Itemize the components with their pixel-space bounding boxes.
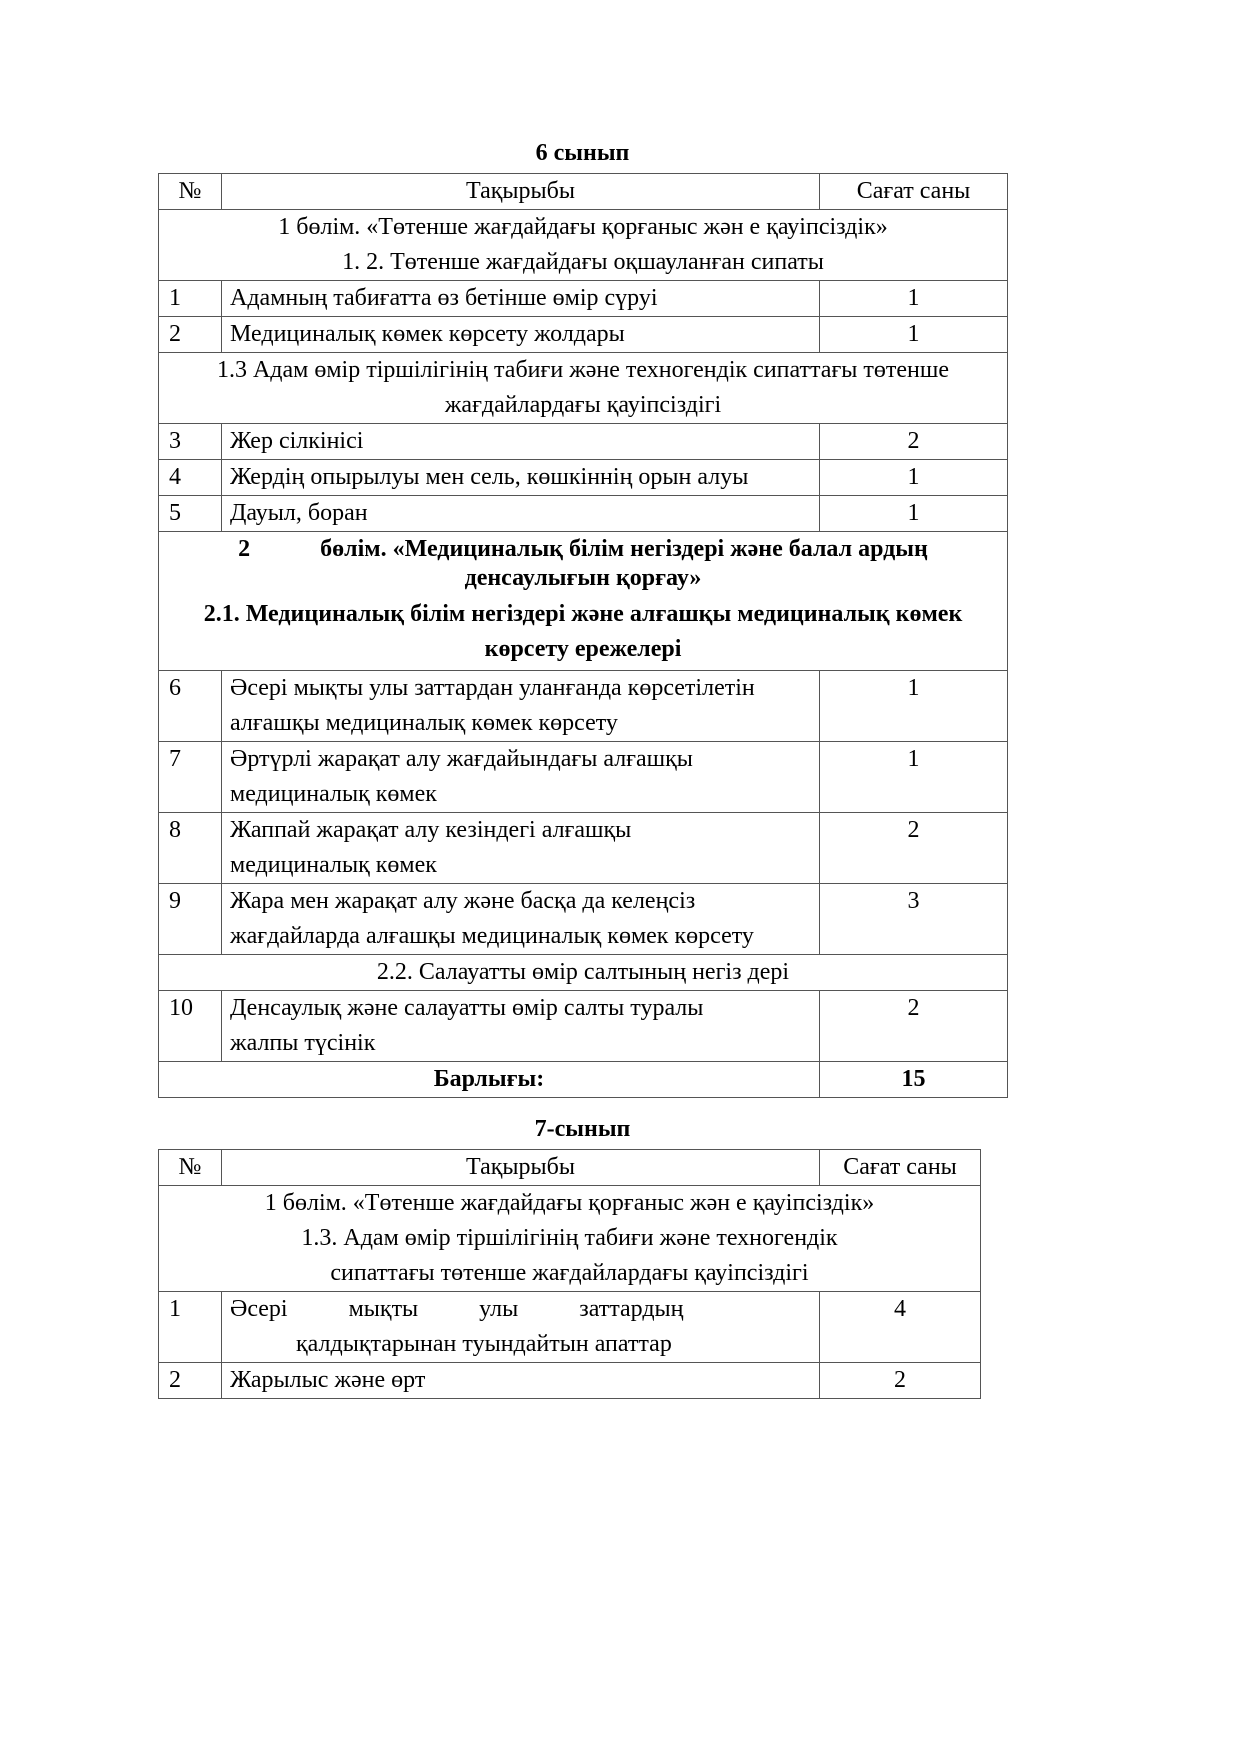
section2-number: 2 — [238, 536, 251, 562]
section-row — [159, 955, 1008, 991]
header-topic: Тақырыбы — [222, 1150, 820, 1186]
row-hours: 1 — [820, 460, 1008, 496]
row-hours: 1 — [820, 742, 1008, 813]
subsection-1-3-line1: 1.3 Адам өмір тіршілігінің табиғи және техногендік сипаттағы төтенше — [216, 357, 950, 383]
subsection-1-2: 1. 2. Төтенше жағдайдағы оқшауланған сипаты — [342, 249, 824, 275]
row-hours: 1 — [820, 317, 1008, 353]
section2-title-line2: денсаулығын қорғау» — [464, 565, 702, 591]
header-hours: Сағат саны — [820, 174, 1008, 210]
row-num: 1 — [159, 281, 222, 317]
grade6-title: 6 сынып — [535, 140, 630, 166]
section-row — [159, 210, 1008, 281]
header-hours: Сағат саны — [820, 1150, 981, 1186]
row-topic: Дауыл, боран — [222, 496, 820, 532]
row-hours: 2 — [820, 813, 1008, 884]
row-topic-line2: медициналық көмек — [230, 852, 437, 878]
table-row — [159, 317, 1008, 353]
subsection-2-1-line1: 2.1. Медициналық білім негіздері және алғашқы медициналық көмек — [203, 601, 963, 627]
total-hours: 15 — [820, 1062, 1008, 1098]
header-num: № — [159, 1150, 222, 1186]
row-num: 8 — [159, 813, 222, 884]
row-num: 6 — [159, 671, 222, 742]
row-hours: 2 — [820, 991, 1008, 1062]
row-topic-line1: Әсері мықты улы заттардан уланғанда көрсетілетін — [230, 675, 755, 701]
table-row — [159, 813, 1008, 884]
row-topic-line2: алғашқы медициналық көмек көрсету — [230, 710, 618, 736]
subsection-2-2: 2.2. Салауатты өмір салтының негіз дері — [159, 955, 1008, 991]
grade7-table — [158, 1149, 981, 1399]
table-row — [159, 1292, 981, 1363]
subsection-1-3-line2: жағдайлардағы қауіпсіздігі — [444, 392, 722, 418]
row-topic-line1: Жара мен жарақат алу және басқа да келеңсіз — [230, 888, 696, 914]
row-num: 2 — [159, 1363, 222, 1399]
row-topic-line1: Әсері мықты улы заттардың — [230, 1296, 684, 1322]
row-topic-line1: Жаппай жарақат алу кезіндегі алғашқы — [230, 817, 632, 843]
row-topic: Медициналық көмек көрсету жолдары — [222, 317, 820, 353]
table-header-row — [159, 1150, 981, 1186]
row-hours: 2 — [820, 1363, 981, 1399]
table-row — [159, 991, 1008, 1062]
row-num: 10 — [159, 991, 222, 1062]
row-topic-line2: медициналық көмек — [230, 781, 437, 807]
row-topic: Жердің опырылуы мен сель, көшкіннің орын алуы — [222, 460, 820, 496]
table-row — [159, 281, 1008, 317]
row-hours: 1 — [820, 671, 1008, 742]
section1-title: 1 бөлім. «Төтенше жағдайдағы қорғаныс жән е қауіпсіздік» — [264, 1190, 875, 1216]
row-num: 9 — [159, 884, 222, 955]
row-topic: Адамның табиғатта өз бетінше өмір сүруі — [222, 281, 820, 317]
total-label: Барлығы: — [159, 1062, 820, 1098]
header-num: № — [159, 174, 222, 210]
table-row — [159, 742, 1008, 813]
table-row — [159, 460, 1008, 496]
row-topic-line2: жалпы түсінік — [230, 1030, 376, 1056]
table-row — [159, 671, 1008, 742]
grade7-title: 7-сынып — [534, 1116, 631, 1142]
row-topic-line1: Әртүрлі жарақат алу жағдайындағы алғашқы — [230, 746, 693, 772]
section-row — [159, 1186, 981, 1292]
total-row — [159, 1062, 1008, 1098]
row-topic: Жарылыс және өрт — [222, 1363, 820, 1399]
row-hours: 2 — [820, 424, 1008, 460]
row-topic-line1: Денсаулық және салауатты өмір салты туралы — [230, 995, 704, 1021]
table-row — [159, 496, 1008, 532]
row-num: 5 — [159, 496, 222, 532]
row-topic-line2: қалдықтарынан туындайтын апаттар — [296, 1331, 672, 1357]
row-num: 1 — [159, 1292, 222, 1363]
subsection-1-3-line2: сипаттағы төтенше жағдайлардағы қауіпсіздігі — [330, 1260, 809, 1286]
row-num: 3 — [159, 424, 222, 460]
row-num: 4 — [159, 460, 222, 496]
section-row — [159, 353, 1008, 424]
subsection-1-3-line1: 1.3. Адам өмір тіршілігінің табиғи және техногендік — [301, 1225, 838, 1251]
row-hours: 4 — [820, 1292, 981, 1363]
row-hours: 1 — [820, 281, 1008, 317]
section1-title: 1 бөлім. «Төтенше жағдайдағы қорғаныс жән е қауіпсіздік» — [278, 214, 888, 240]
table-row — [159, 1363, 981, 1399]
table-row — [159, 424, 1008, 460]
row-num: 2 — [159, 317, 222, 353]
section2-title-line1: бөлім. «Медициналық білім негіздері және балал ардың — [320, 536, 928, 562]
table-row — [159, 884, 1008, 955]
row-topic: Жер сілкінісі — [222, 424, 820, 460]
row-topic-line2: жағдайларда алғашқы медициналық көмек көрсету — [230, 923, 754, 949]
row-hours: 3 — [820, 884, 1008, 955]
subsection-2-1-line2: көрсету ережелері — [484, 636, 682, 662]
section-row — [159, 532, 1008, 671]
header-topic: Тақырыбы — [222, 174, 820, 210]
grade6-table — [158, 173, 1008, 1098]
row-hours: 1 — [820, 496, 1008, 532]
row-num: 7 — [159, 742, 222, 813]
table-header-row — [159, 174, 1008, 210]
